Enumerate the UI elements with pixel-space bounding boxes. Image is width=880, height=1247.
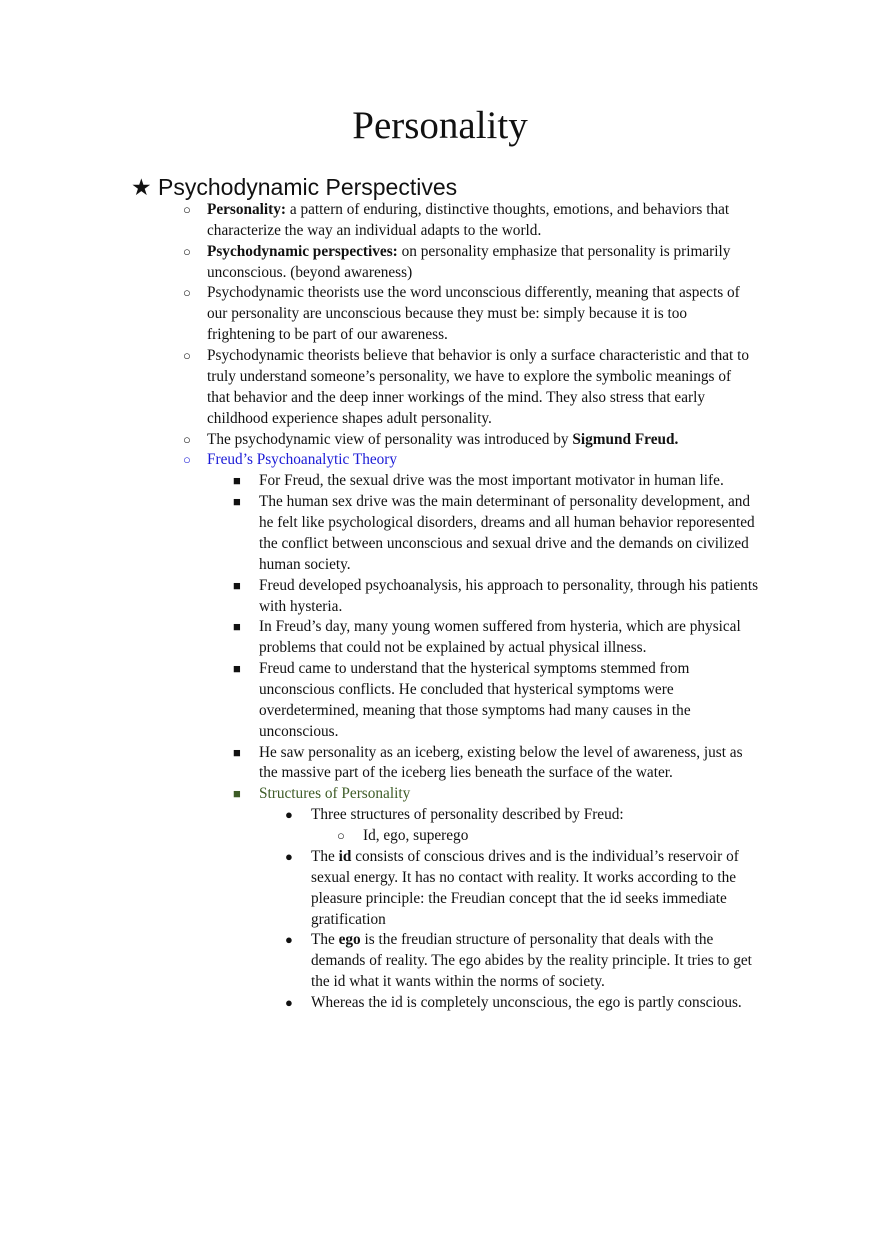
list-item-line xyxy=(207,220,541,241)
text-segment: The human sex drive was the main determinant of personality development, and xyxy=(259,493,751,511)
text-segment: He saw personality as an iceberg, existing below the level of awareness, just as xyxy=(259,743,743,761)
bullet-circle-icon: ○ xyxy=(183,452,191,468)
list-item-line xyxy=(259,533,749,554)
bullet-square-icon: ■ xyxy=(233,473,241,489)
text-segment: unconscious. (beyond awareness) xyxy=(207,263,413,281)
section-heading xyxy=(131,172,457,202)
list-item-line xyxy=(259,679,674,700)
page-title: Personality xyxy=(352,104,528,147)
list-item-line xyxy=(207,199,729,220)
text-segment: a pattern of enduring, distinctive thoughts, emotions, and behaviors that xyxy=(286,201,730,218)
bullet-circle-icon: ○ xyxy=(183,243,191,259)
bullet-disc-icon: ● xyxy=(285,848,293,864)
bullet-circle-icon: ○ xyxy=(183,348,191,364)
text-segment: unconscious conflicts. He concluded that hysterical symptoms were xyxy=(259,681,674,698)
text-segment: our personality are unconscious because they must be: simply because it is too xyxy=(207,305,688,323)
list-item-line xyxy=(259,491,750,512)
text-segment: overdetermined, meaning that those symptoms had many causes in the xyxy=(259,701,691,719)
list-item-line xyxy=(259,512,755,533)
text-segment: he felt like psychological disorders, dreams and all human behavior reporesented xyxy=(259,514,755,532)
bullet-disc-icon: ● xyxy=(285,995,293,1011)
list-item-line xyxy=(259,762,673,783)
text-segment: on personality emphasize that personality is primarily xyxy=(397,242,731,260)
text-segment: Id, ego, superego xyxy=(363,827,469,845)
list-item-line xyxy=(207,262,412,283)
list-item-line xyxy=(259,616,741,637)
bullet-square-icon: ■ xyxy=(233,661,241,677)
bullet-circle-icon: ○ xyxy=(183,285,191,301)
list-item-line xyxy=(311,846,739,867)
text-segment: childhood experience shapes adult personality. xyxy=(207,409,492,427)
text-segment: pleasure principle: the Freudian concept that the id seeks immediate xyxy=(311,889,727,907)
bullet-square-icon: ■ xyxy=(233,744,241,760)
text-segment: sexual energy. It has no contact with reality. It works according to the xyxy=(311,868,737,886)
text-segment: that behavior and the deep inner workings of the mind. They also stress that early xyxy=(207,388,706,406)
subsection-heading xyxy=(259,783,410,804)
text-segment: human society. xyxy=(259,555,351,573)
text-segment: unconscious. xyxy=(259,722,339,740)
bullet-disc-icon: ● xyxy=(285,932,293,948)
list-item-line xyxy=(207,366,731,387)
list-item-line xyxy=(311,867,736,888)
list-item-line xyxy=(363,825,468,846)
list-item-line xyxy=(207,303,687,324)
text-segment: Psychodynamic theorists use the word unconscious differently, meaning that aspects of xyxy=(207,284,740,302)
list-item-line xyxy=(259,700,691,721)
text-segment: is the freudian structure of personality that deals with the xyxy=(360,931,714,949)
text-segment: For Freud, the sexual drive was the most important motivator in human life. xyxy=(259,472,724,490)
text-segment: Freud came to understand that the hysterical symptoms stemmed from xyxy=(259,660,690,678)
bold-term: id xyxy=(338,847,352,865)
text-segment: demands of reality. The ego abides by the reality principle. It tries to get xyxy=(311,952,752,970)
bold-term: ego xyxy=(338,931,361,949)
list-item-line xyxy=(259,658,689,679)
bullet-circle-icon: ○ xyxy=(337,828,345,844)
text-segment: The psychodynamic view of personality was introduced by xyxy=(207,430,573,448)
text-segment: problems that could not be explained by actual physical illness. xyxy=(259,639,647,657)
list-item-line xyxy=(311,804,624,825)
list-item-line xyxy=(259,596,342,617)
text-segment: Freud developed psychoanalysis, his approach to personality, through his patients xyxy=(259,576,759,594)
list-item-line xyxy=(259,637,646,658)
text-segment: Whereas the id is completely unconscious, the ego is partly conscious. xyxy=(311,994,742,1012)
text-segment: Freud’s Psychoanalytic Theory xyxy=(207,451,398,469)
list-item-line xyxy=(259,742,743,763)
bullet-square-icon: ■ xyxy=(233,494,241,510)
text-segment: Structures of Personality xyxy=(259,785,411,803)
text-segment: gratification xyxy=(311,910,386,928)
text-segment: with hysteria. xyxy=(259,597,343,615)
list-item-line xyxy=(259,470,724,491)
list-item-line xyxy=(311,971,605,992)
text-segment: consists of conscious drives and is the individual’s reservoir of xyxy=(351,847,739,865)
bullet-square-icon: ■ xyxy=(233,577,241,593)
list-item-line xyxy=(311,929,713,950)
list-item-line xyxy=(207,324,448,345)
list-item-line xyxy=(259,575,758,596)
list-item-line xyxy=(259,721,338,742)
bullet-circle-icon: ○ xyxy=(183,202,191,217)
list-item-line xyxy=(311,992,742,1013)
bullet-square-icon: ■ xyxy=(233,619,241,635)
text-segment: the id what it wants within the norms of society. xyxy=(311,973,605,991)
text-segment: frightening to be part of our awareness. xyxy=(207,326,448,344)
list-item-line xyxy=(207,387,705,408)
text-segment: The xyxy=(311,847,339,865)
list-item-line xyxy=(207,429,678,450)
list-item-line xyxy=(207,241,730,262)
list-item-line xyxy=(207,408,492,429)
bold-term: Psychodynamic perspectives: xyxy=(207,242,398,260)
subheading-link xyxy=(207,449,397,470)
list-item-line xyxy=(207,345,749,366)
list-item-line xyxy=(311,888,727,909)
list-item-line xyxy=(259,554,351,575)
text-segment: In Freud’s day, many young women suffered from hysteria, which are physical xyxy=(259,618,741,636)
list-item-line xyxy=(311,950,752,971)
bullet-square-icon: ■ xyxy=(233,786,241,802)
bold-term: Sigmund Freud. xyxy=(572,430,679,448)
section-heading-text: Psychodynamic Perspectives xyxy=(158,174,458,200)
text-segment: Three structures of personality described by Freud: xyxy=(311,806,624,824)
text-segment: The xyxy=(311,931,339,949)
text-segment: the conflict between unconscious and sexual drive and the demands on civilized xyxy=(259,534,749,552)
bullet-circle-icon: ○ xyxy=(183,431,191,447)
star-icon: ★ xyxy=(131,174,152,200)
text-segment: Psychodynamic theorists believe that behavior is only a surface characteristic and that to xyxy=(207,347,750,365)
text-segment: the massive part of the iceberg lies beneath the surface of the water. xyxy=(259,764,673,782)
text-segment: truly understand someone’s personality, we have to explore the symbolic meanings of xyxy=(207,367,732,385)
bullet-disc-icon: ● xyxy=(285,807,293,823)
list-item-line xyxy=(311,909,386,930)
list-item-line xyxy=(207,282,740,303)
bold-term: Personality: xyxy=(207,201,287,218)
text-segment: characterize the way an individual adapts to the world. xyxy=(207,221,542,239)
